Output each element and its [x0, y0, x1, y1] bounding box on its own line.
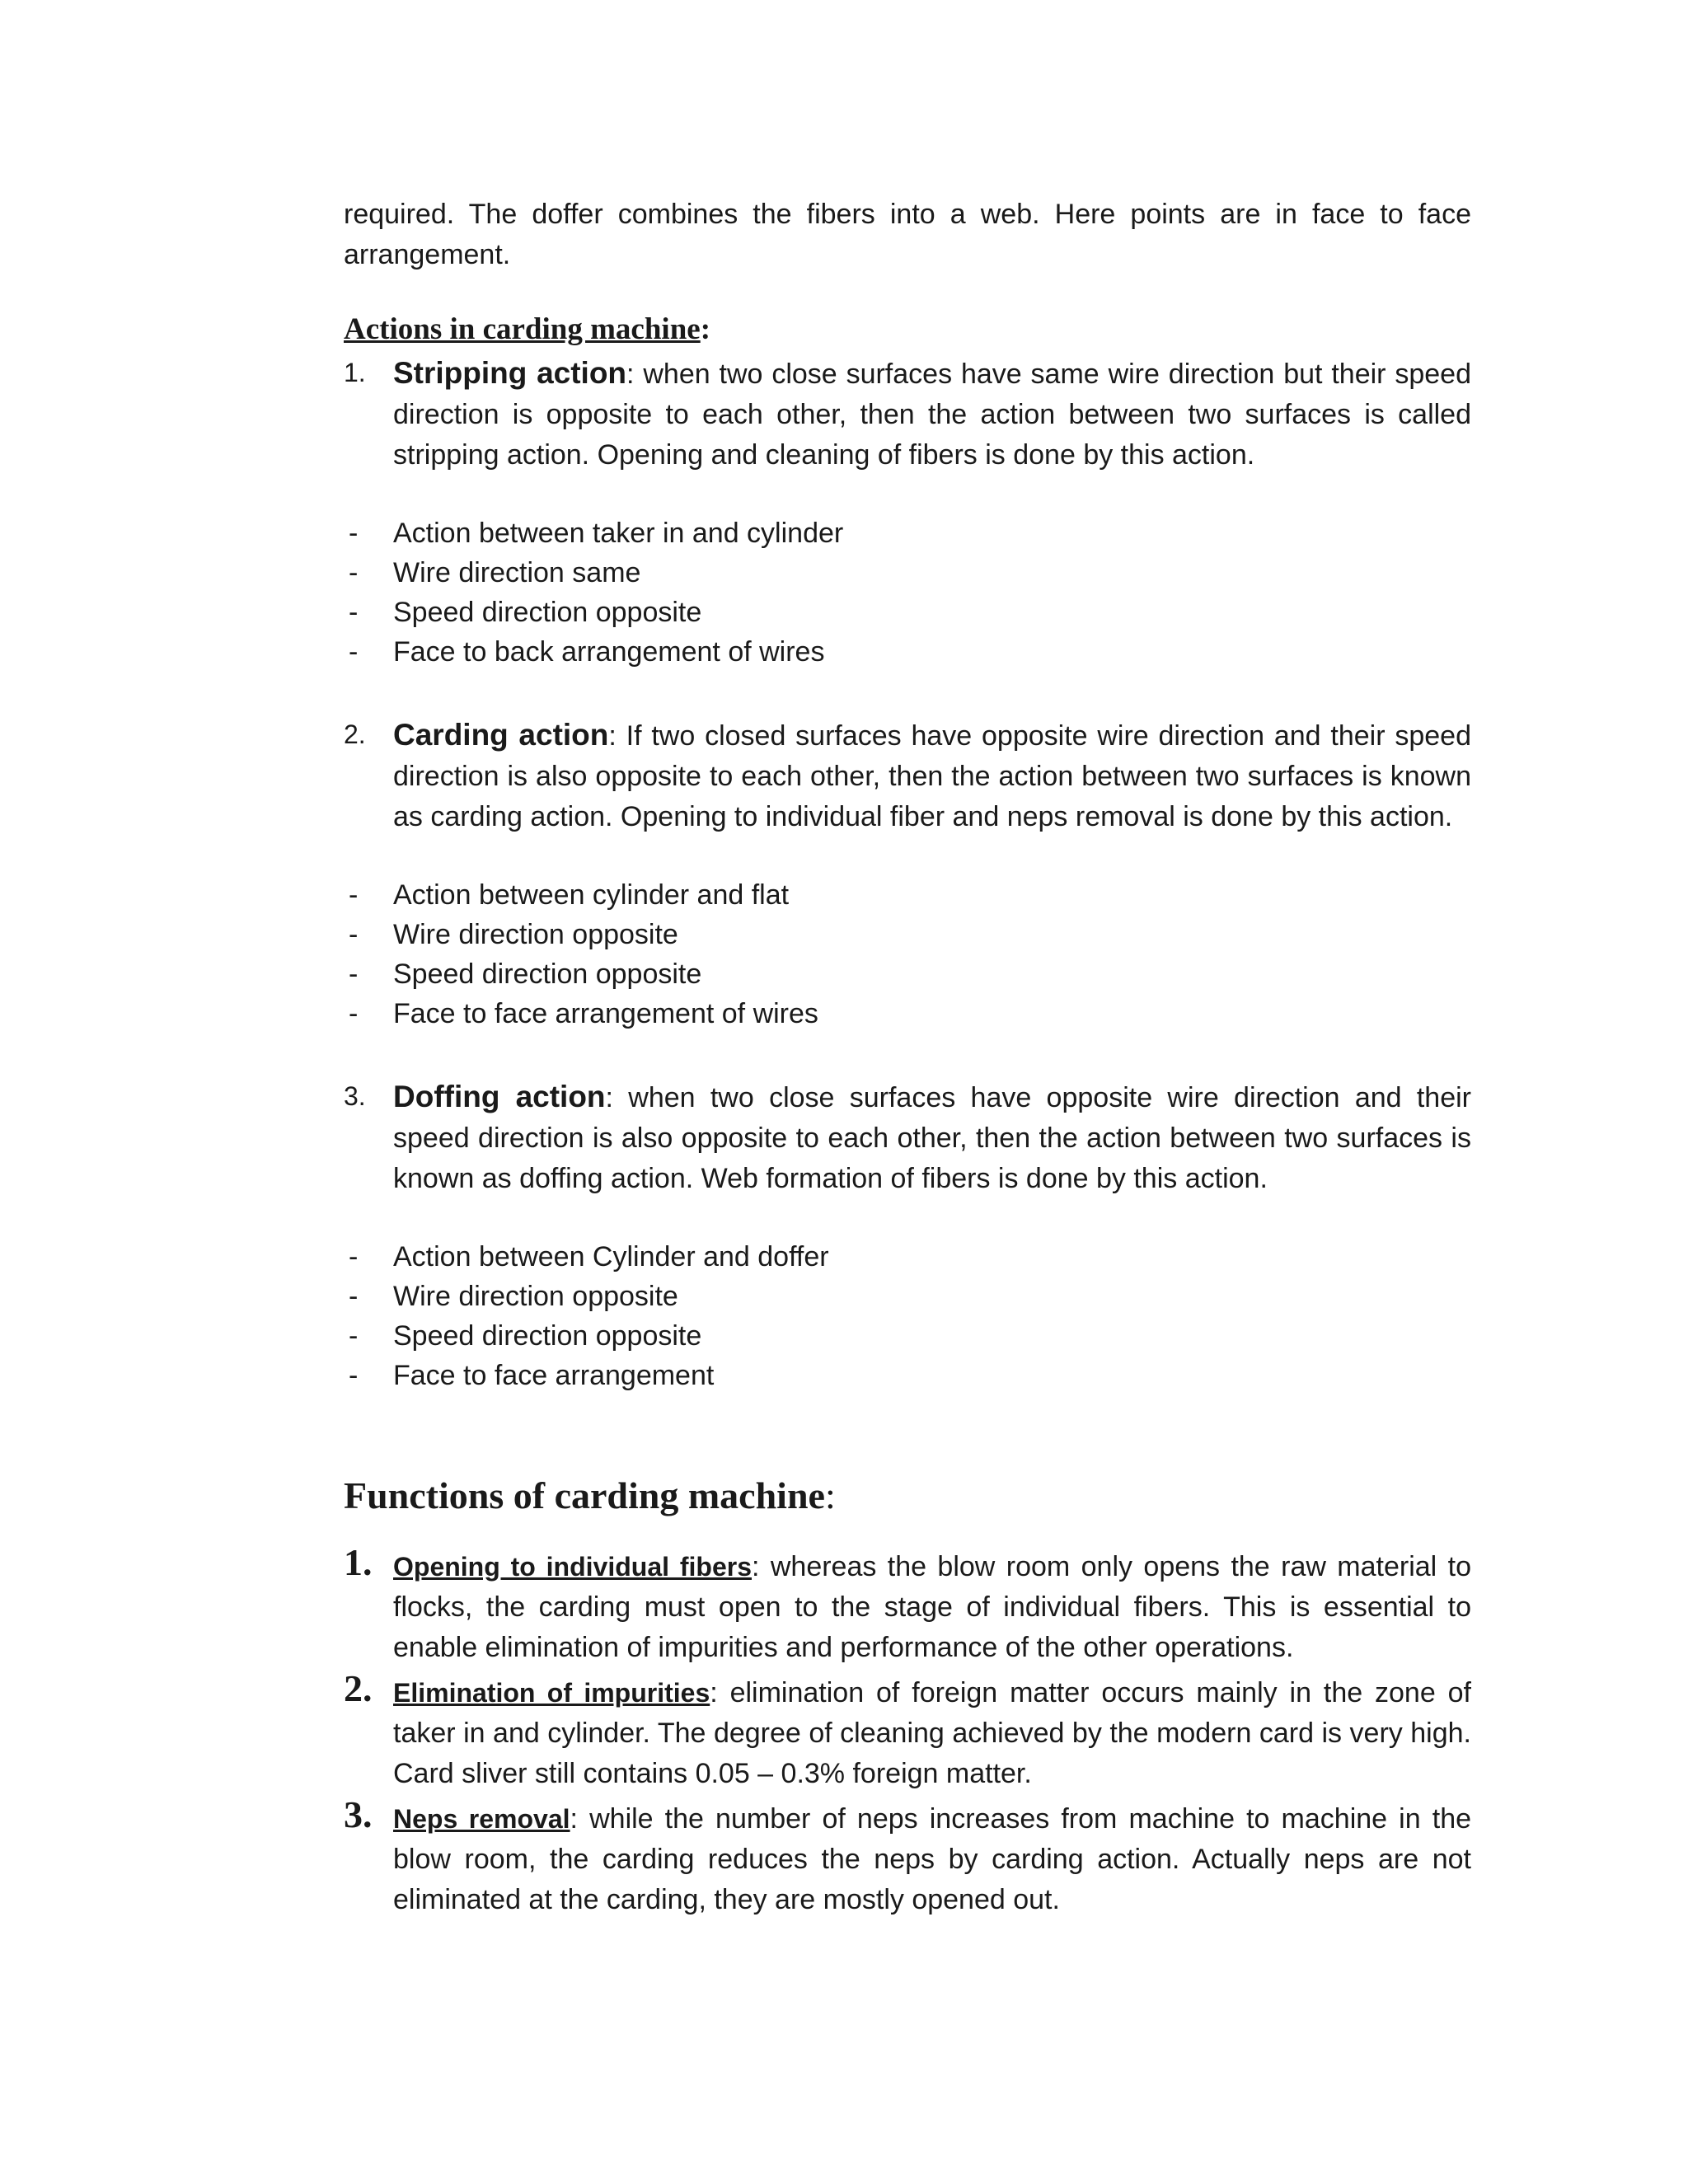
list-item: - Speed direction opposite	[349, 597, 702, 628]
list-item: - Wire direction same	[349, 557, 641, 588]
action-item-term: Doffing action	[393, 1080, 606, 1113]
carding-bullet-list	[344, 875, 1471, 1033]
function-item-neps	[344, 1793, 1472, 1920]
list-item: - Action between cylinder and flat	[349, 879, 790, 911]
list-item: - Speed direction opposite	[349, 1320, 702, 1352]
functions-heading	[344, 1471, 1471, 1521]
action-item-doffing	[344, 1076, 1471, 1199]
function-item-term: Neps removal	[393, 1804, 570, 1834]
function-item-number: 3.	[344, 1793, 373, 1835]
function-item-number: 2.	[344, 1667, 373, 1709]
action-item-description: : when two close surfaces have opposite wire direction and their speed direction is also opposite to each other, then the action between two surfaces is known as doffing action. Web formation of fibers is done by this action.	[393, 1082, 1472, 1194]
list-item: - Face to face arrangement of wires	[349, 998, 818, 1029]
list-item: - Face to face arrangement	[349, 1360, 715, 1391]
list-item: - Wire direction opposite	[349, 919, 678, 950]
list-item: - Action between taker in and cylinder	[349, 518, 844, 549]
actions-heading-colon: :	[700, 312, 711, 346]
action-item-stripping	[344, 353, 1471, 476]
actions-heading	[344, 310, 1471, 349]
list-item: - Wire direction opposite	[349, 1281, 678, 1312]
action-item-description: : when two close surfaces have same wire direction but their speed direction is opposite to each other, then the action between two surfaces is called stripping action. Opening and cleaning of fibers is done by this action.	[393, 359, 1471, 471]
intro-paragraph: required. The doffer combines the fibers into a web. Here points are in face to face arrangement.	[344, 199, 1471, 270]
function-item-term: Elimination of impurities	[393, 1678, 710, 1708]
functions-heading-colon: :	[824, 1474, 836, 1516]
list-item: - Action between Cylinder and doffer	[349, 1241, 829, 1272]
action-item-description: : If two closed surfaces have opposite wire direction and their speed direction is also opposite to each other, then the action between two surfaces is known as carding action. Opening to individual fiber and neps removal is done by this action.	[393, 720, 1471, 832]
function-item-description: : elimination of foreign matter occurs mainly in the zone of taker in and cylinder. The degree of cleaning achieved by the modern card is very high. Card sliver still contains 0.05 – 0.3% foreign matter.	[393, 1677, 1471, 1789]
function-item-impurities	[344, 1667, 1471, 1794]
function-item-term: Opening to individual fibers	[393, 1552, 752, 1582]
action-item-number: 2.	[344, 719, 366, 749]
action-item-term: Stripping action	[393, 356, 627, 390]
function-item-description: : while the number of neps increases from machine to machine in the blow room, the carding reduces the neps by carding action. Actually neps are not eliminated at the carding, they are mostly opened out.	[393, 1803, 1472, 1915]
functions-heading-text: Functions of carding machine	[344, 1474, 825, 1516]
list-item: - Speed direction opposite	[349, 958, 702, 990]
action-item-number: 1.	[344, 358, 366, 387]
function-item-opening	[344, 1541, 1471, 1668]
page-content	[344, 194, 1471, 1920]
doffing-bullet-list	[344, 1237, 1471, 1395]
function-item-description: : whereas the blow room only opens the raw material to flocks, the carding must open to the stage of individual fibers. This is essential to enable elimination of impurities and performance of the other operations.	[393, 1551, 1471, 1663]
function-item-number: 1.	[344, 1541, 373, 1583]
actions-heading-text: Actions in carding machine	[344, 312, 701, 346]
action-item-carding	[344, 715, 1471, 837]
list-item: - Face to back arrangement of wires	[349, 636, 825, 668]
action-item-number: 3.	[344, 1081, 366, 1111]
action-item-term: Carding action	[393, 718, 609, 752]
stripping-bullet-list	[344, 513, 1471, 672]
